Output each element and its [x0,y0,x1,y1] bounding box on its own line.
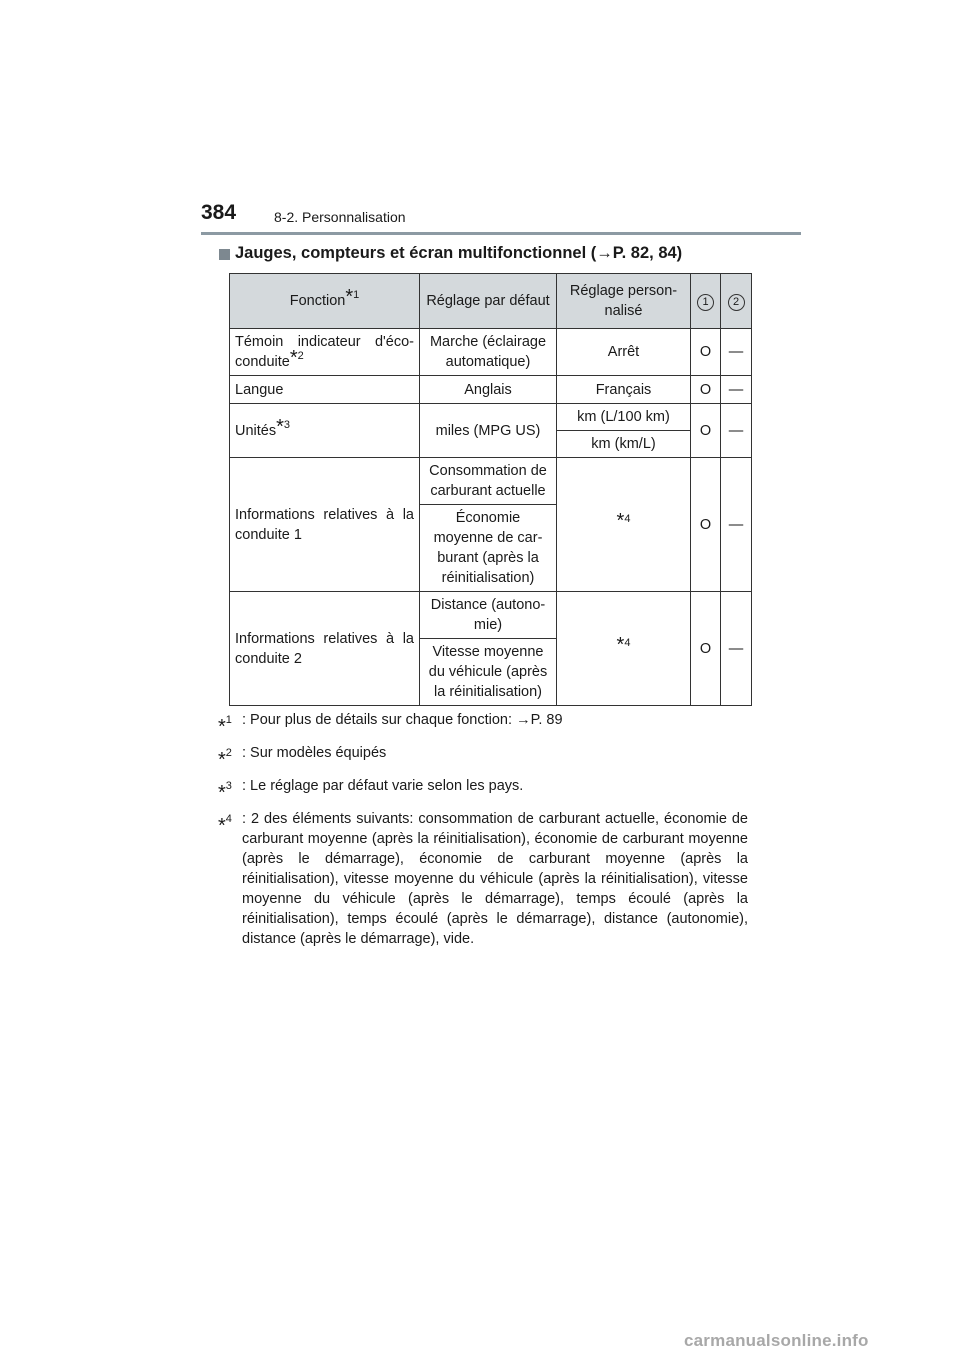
cell-col2: — [721,592,752,706]
cell-custom: Français [557,376,691,404]
cell-default: Marche (éclairage automatique) [420,329,557,376]
cell-col2: — [721,404,752,458]
header-col2 [721,274,752,329]
table-row [230,404,752,431]
cell-option: Distance (autono-mie) [420,592,557,639]
table-row [230,592,752,639]
cell-function: Informations relatives à la conduite 2 [230,592,420,706]
arrow-icon: → [516,712,531,728]
cell-col1: O [691,458,721,592]
cell-option: Économie moyenne de car-burant (après la réinitialisation) [420,505,557,592]
watermark: carmanualsonline.info [684,1331,869,1350]
cell-col1: O [691,376,721,404]
circled-2-icon: 2 [728,294,745,311]
cell-custom: km (km/L) [557,431,691,458]
cell-custom: *4 [557,592,691,706]
header-default: Réglage par défaut [420,274,557,329]
page-number: 384 [201,201,237,224]
settings-table [229,273,752,706]
cell-col2: — [721,329,752,376]
footnotes [218,710,748,955]
arrow-icon: → [596,244,613,262]
section-title: 8-2. Personnalisation [274,209,406,225]
heading-text: Jauges, compteurs et écran multifonctionnel ( [235,244,597,262]
header-col1 [691,274,721,329]
table-row [230,329,752,376]
cell-col2: — [721,458,752,592]
cell-col2: — [721,376,752,404]
cell-col1: O [691,404,721,458]
header-rule [201,232,801,235]
circled-1-icon: 1 [697,294,714,311]
cell-option: Vitesse moyenne du véhicule (après la réinitialisation) [420,639,557,706]
cell-custom: Arrêt [557,329,691,376]
cell-function: Témoin indicateur d'éco-conduite$^{*2}$ [230,329,420,376]
square-bullet-icon [219,249,230,260]
footnote: *$^2$ : Sur modèles équipés [218,745,387,771]
cell-function: Unités$^{*3}$ [230,404,420,458]
table-header-row [230,274,752,329]
cell-option: Consommation de carburant actuelle [420,458,557,505]
header-function: Fonction$^{*1}$ [230,274,420,329]
cell-custom: km (L/100 km) [557,404,691,431]
footnote: *$^4$ : 2 des éléments suivants: consommation de carburant actuelle, économie de carburant moyenne (après la réinitialisation), économie de carburant moyenne (après le démarrage), économie de carburant moyenne (après la réinitialisation), vitesse moyenne du véhicule (après la réinitialisation), vitesse moyenne du véhicule (après le démarrage), temps écoulé (après la réinitialisation), temps écoulé (après le démarrage), distance (autonomie), distance (après le démarrage), vide. [218,811,748,947]
cell-default: miles (MPG US) [420,404,557,458]
cell-col1: O [691,592,721,706]
cell-function: Informations relatives à la conduite 1 [230,458,420,592]
section-heading [219,244,682,263]
table-row [230,458,752,505]
table-row [230,376,752,404]
cell-col1: O [691,329,721,376]
header-custom: Réglage person-nalisé [557,274,691,329]
footnote: *$^3$ : Le réglage par défaut varie selon les pays. [218,778,524,804]
heading-ref: P. 82, 84) [612,244,683,262]
cell-default: Anglais [420,376,557,404]
cell-function: Langue [230,376,420,404]
footnote: *$^1$ : Pour plus de détails sur chaque fonction: →P. 89 [218,712,563,738]
cell-custom: *4 [557,458,691,592]
